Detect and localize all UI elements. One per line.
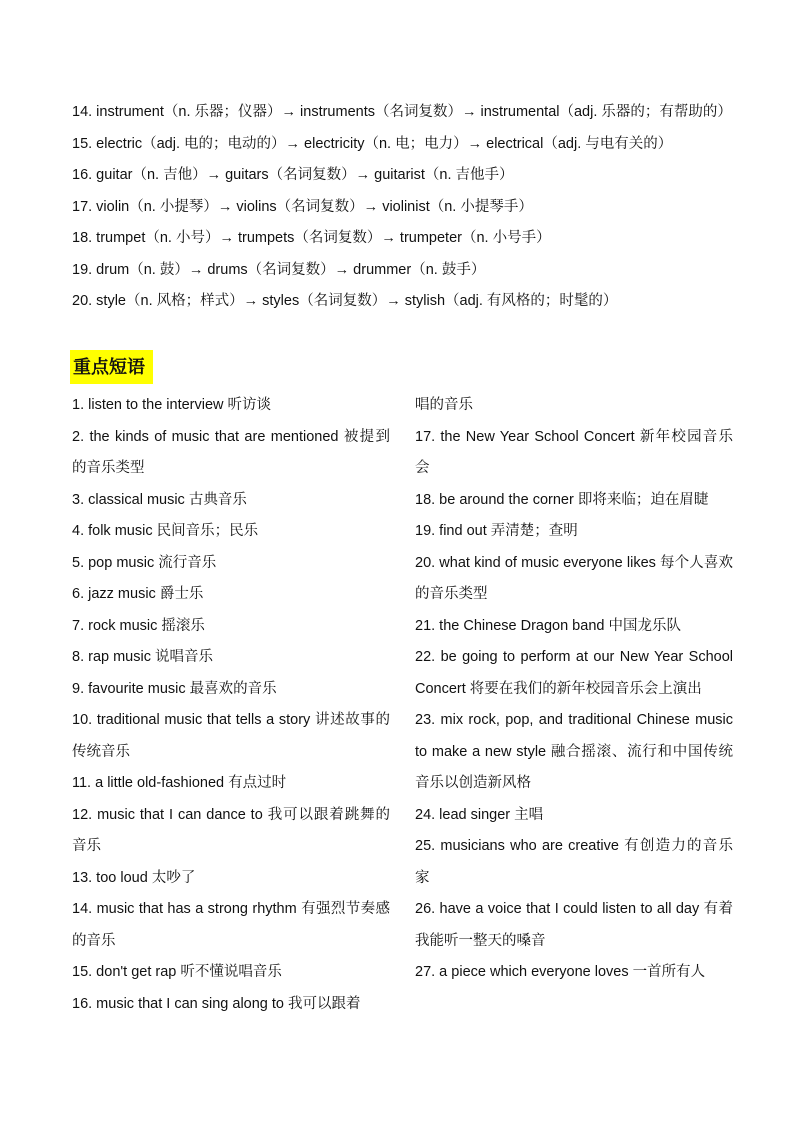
phrase-item: 16. music that I can sing along to 我可以跟着 xyxy=(72,995,361,1012)
phrase-item: 4. folk music 民间音乐；民乐 xyxy=(72,523,259,539)
word-entry: 18. trumpet（n. 小号）→ trumpets（名词复数）→ trumpeter（n. 小号手） xyxy=(72,230,551,246)
phrase-item: 12. music that I can dance to 我可以跟着跳舞的音乐 xyxy=(72,806,390,854)
phrase-item: 21. the Chinese Dragon band 中国龙乐队 xyxy=(415,617,681,634)
phrase-item: 8. rap music 说唱音乐 xyxy=(72,649,213,665)
phrase-item: 24. lead singer 主唱 xyxy=(415,806,544,823)
phrase-item: 6. jazz music 爵士乐 xyxy=(72,586,204,602)
phrase-item: 唱的音乐 xyxy=(415,397,473,413)
section-heading-wrap xyxy=(70,350,153,384)
phrase-item: 2. the kinds of music that are mentioned 被提到的音乐类型 xyxy=(72,428,390,476)
phrase-item: 27. a piece which everyone loves 一首所有人 xyxy=(415,964,706,980)
phrase-item: 5. pop music 流行音乐 xyxy=(72,554,217,571)
phrase-item: 25. musicians who are creative 有创造力的音乐家 xyxy=(415,838,733,886)
word-family-list xyxy=(72,97,732,318)
phrase-item: 22. be going to perform at our New Year School Concert 将要在我们的新年校园音乐会上演出 xyxy=(415,649,733,697)
phrase-item: 7. rock music 摇滚乐 xyxy=(72,617,205,634)
phrase-item: 11. a little old-fashioned 有点过时 xyxy=(72,775,287,791)
word-entry: 20. style（n. 风格；样式）→ styles（名词复数）→ stylish（adj. 有风格的；时髦的） xyxy=(72,293,618,309)
phrase-item: 9. favourite music 最喜欢的音乐 xyxy=(72,680,277,697)
phrase-item: 26. have a voice that I could listen to all day 有着我能听一整天的嗓音 xyxy=(415,901,733,949)
phrase-item: 19. find out 弄清楚；查明 xyxy=(415,523,578,539)
phrase-item: 15. don't get rap 听不懂说唱音乐 xyxy=(72,964,282,980)
word-entry: 19. drum（n. 鼓）→ drums（名词复数）→ drummer（n. 鼓手） xyxy=(72,261,486,278)
phrase-item: 10. traditional music that tells a story 讲述故事的传统音乐 xyxy=(72,712,390,760)
phrase-item: 23. mix rock, pop, and traditional Chinese music to make a new style 融合摇滚、流行和中国传统音乐以创造新风格 xyxy=(415,712,733,791)
phrase-item: 14. music that has a strong rhythm 有强烈节奏感的音乐 xyxy=(72,901,390,949)
phrase-item: 13. too loud 太吵了 xyxy=(72,869,196,886)
word-entry: 15. electric（adj. 电的；电动的）→ electricity（n. 电；电力）→ electrical（adj. 与电有关的） xyxy=(72,135,673,152)
word-entry: 14. instrument（n. 乐器；仪器）→ instruments（名词复数）→ instrumental（adj. 乐器的；有帮助的） xyxy=(72,104,732,120)
phrase-column-left xyxy=(72,390,390,1020)
phrase-item: 18. be around the corner 即将来临；迫在眉睫 xyxy=(415,491,709,508)
section-heading: 重点短语 xyxy=(70,350,153,384)
word-entry: 16. guitar（n. 吉他）→ guitars（名词复数）→ guitarist（n. 吉他手） xyxy=(72,167,514,183)
phrase-column-right xyxy=(415,390,733,989)
phrase-item: 20. what kind of music everyone likes 每个人喜欢的音乐类型 xyxy=(415,554,733,602)
word-entry: 17. violin（n. 小提琴）→ violins（名词复数）→ violinist（n. 小提琴手） xyxy=(72,198,533,215)
phrase-item: 17. the New Year School Concert 新年校园音乐会 xyxy=(415,428,733,476)
phrase-item: 1. listen to the interview 听访谈 xyxy=(72,397,272,413)
phrase-item: 3. classical music 古典音乐 xyxy=(72,491,247,508)
